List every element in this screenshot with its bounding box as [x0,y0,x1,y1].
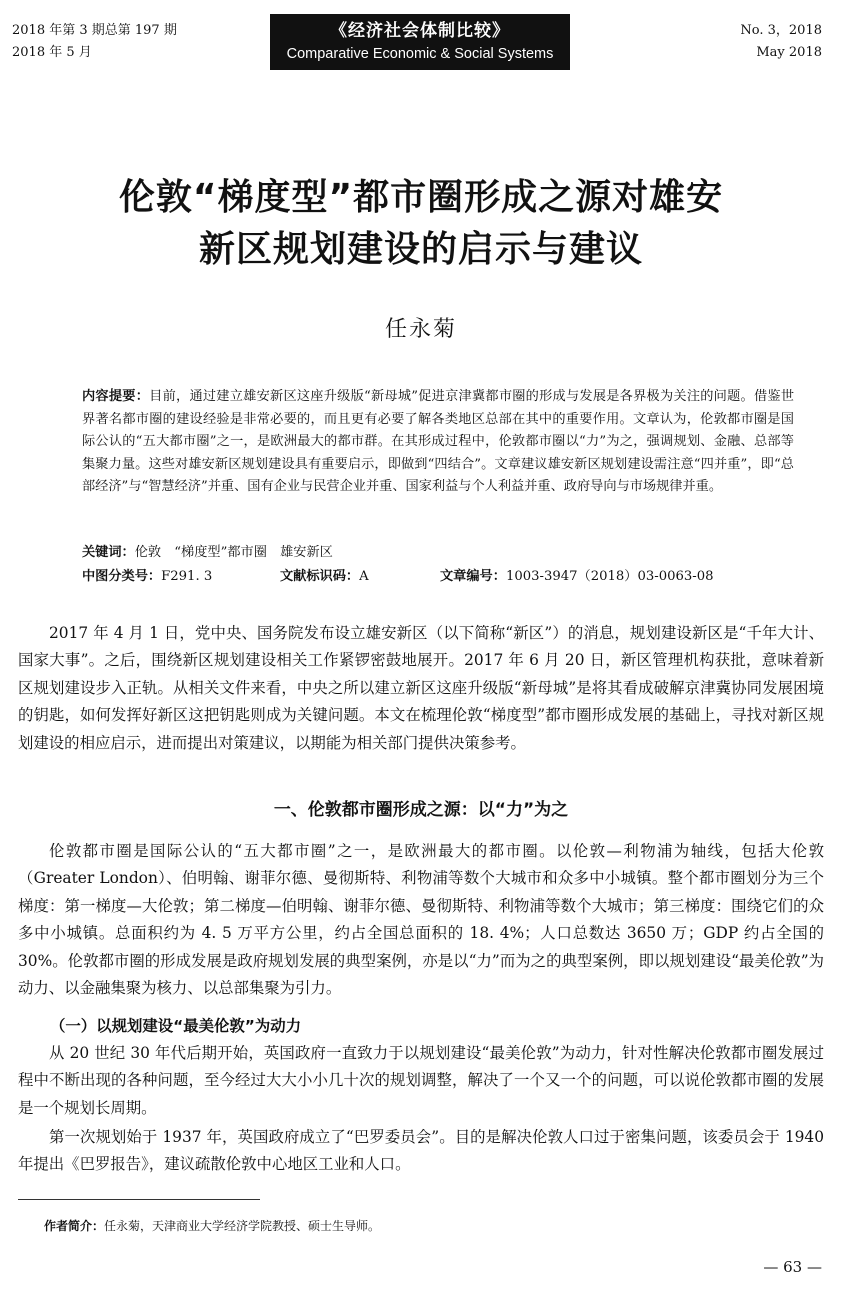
title-line-2: 新区规划建设的启示与建议 [198,229,643,270]
journal-masthead [270,14,570,70]
document-code [280,566,369,588]
keywords-label: 关键词： [82,545,135,560]
issue-line: 2018 年第 3 期总第 197 期 [12,23,177,38]
journal-title-cn: 《经济社会体制比较》 [330,21,510,41]
keywords-text: 伦敦 “梯度型”都市圈 雄安新区 [134,545,333,560]
article-title [0,172,842,276]
date-line: 2018 年 5 月 [12,45,92,60]
clc-value: F291. 3 [161,569,213,584]
subsection1-paragraph-1: 从 20 世纪 30 年代后期开始，英国政府一直致力于以规划建设“最美伦敦”为动力，针对性解决伦敦都市圈发展过程中不断出现的各种问题，至今经过大大小小几十次的规划调整，解决了一个又一个的问题，可以说伦敦都市圈的发展是一个规划长周期。 [18,1044,824,1117]
author-name: 任永菊 [384,317,457,342]
abstract [82,386,794,499]
issue-number-en: No. 3，2018 [740,23,822,38]
clc-number [82,566,212,588]
subsection-heading-1: （一）以规划建设“最美伦敦”为动力 [50,1017,302,1035]
section-heading-1: 一、伦敦都市圈形成之源：以“力”为之 [273,800,569,820]
footnote-label: 作者简介： [44,1219,105,1233]
intro-paragraph: 2017 年 4 月 1 日，党中央、国务院发布设立雄安新区（以下简称“新区”）的消息，规划建设新区是“千年大计、国家大事”。之后，围绕新区规划建设相关工作紧锣密鼓地展开。2017 年 6 月 20 日，新区管理机构获批，意味着新区规划建设步入正轨。从相关文件来看，中央之所以建立新区这座升级版“新母城”是将其看成破解京津冀协同发展困境的钥匙，如何发挥好新区这把钥匙则成为关键问题。本文在梳理伦敦“梯度型”都市圈形成发展的基础上，寻找对新区规划建设的相应启示，进而提出对策建议，以期能为相关部门提供决策参考。 [18,624,824,752]
footnote-text: 任永菊，天津商业大学经济学院教授、硕士生导师。 [104,1219,381,1233]
section1-paragraph: 伦敦都市圈是国际公认的“五大都市圈”之一，是欧洲最大的都市圈。以伦敦—利物浦为轴线，包括大伦敦（Greater London）、伯明翰、谢菲尔德、曼彻斯特、利物浦等数个大城市和众多中小城镇。整个都市圈划分为三个梯度：第一梯度—大伦敦；第二梯度—伯明翰、谢菲尔德、曼彻斯特、利物浦等数个大城市；第三梯度：围绕它们的众多中小城镇。总面积约为 4. 5 万平方公里，约占全国总面积的 18. 4%；人口总数达 3650 万；GDP 约占全国的 30%。伦敦都市圈的形成发展是政府规划发展的典型案例，亦是以“力”而为之的典型案例，即以规划建设“最美伦敦”为动力、以金融集聚为核力、以总部集聚为引力。 [18,842,824,998]
article-number-label: 文章编号： [440,569,506,584]
issue-info-en [740,20,822,64]
issue-info [12,20,177,64]
doc-code-label: 文献标识码： [280,569,360,584]
title-line-1: 伦敦“梯度型”都市圈形成之源对雄安 [118,177,724,218]
page-number: — 63 — [763,1258,822,1276]
clc-label: 中图分类号： [82,569,162,584]
subsection1-paragraph-2: 第一次规划始于 1937 年，英国政府成立了“巴罗委员会”。目的是解决伦敦人口过于密集问题，该委员会于 1940 年提出《巴罗报告》，建议疏散伦敦中心地区工业和人口。 [18,1128,824,1174]
author-footnote [44,1217,380,1235]
article-number [440,566,714,588]
footnote-divider [18,1199,260,1200]
doc-code-value: A [359,569,369,584]
article-number-value: 1003-3947（2018）03-0063-08 [505,569,714,584]
abstract-text: 目前，通过建立雄安新区这座升级版“新母城”促进京津冀都市圈的形成与发展是各界极为关注的问题。借鉴世界著名都市圈的建设经验是非常必要的，而且更有必要了解各类地区总部在其中的重要作用。文章认为，伦敦都市圈是国际公认的“五大都市圈”之一，是欧洲最大的都市群。在其形成过程中，伦敦都市圈以“力”为之，强调规划、金融、总部等集聚力量。这些对雄安新区规划建设具有重要启示，即做到“四结合”。文章建议雄安新区规划建设需注意“四并重”，即“总部经济”与“智慧经济”并重、国有企业与民营企业并重、国家利益与个人利益并重、政府导向与市场规律并重。 [82,389,795,495]
keywords [82,542,333,564]
journal-title-en: Comparative Economic & Social Systems [286,46,554,62]
issue-date-en: May 2018 [756,45,822,60]
abstract-label: 内容提要： [82,389,150,404]
